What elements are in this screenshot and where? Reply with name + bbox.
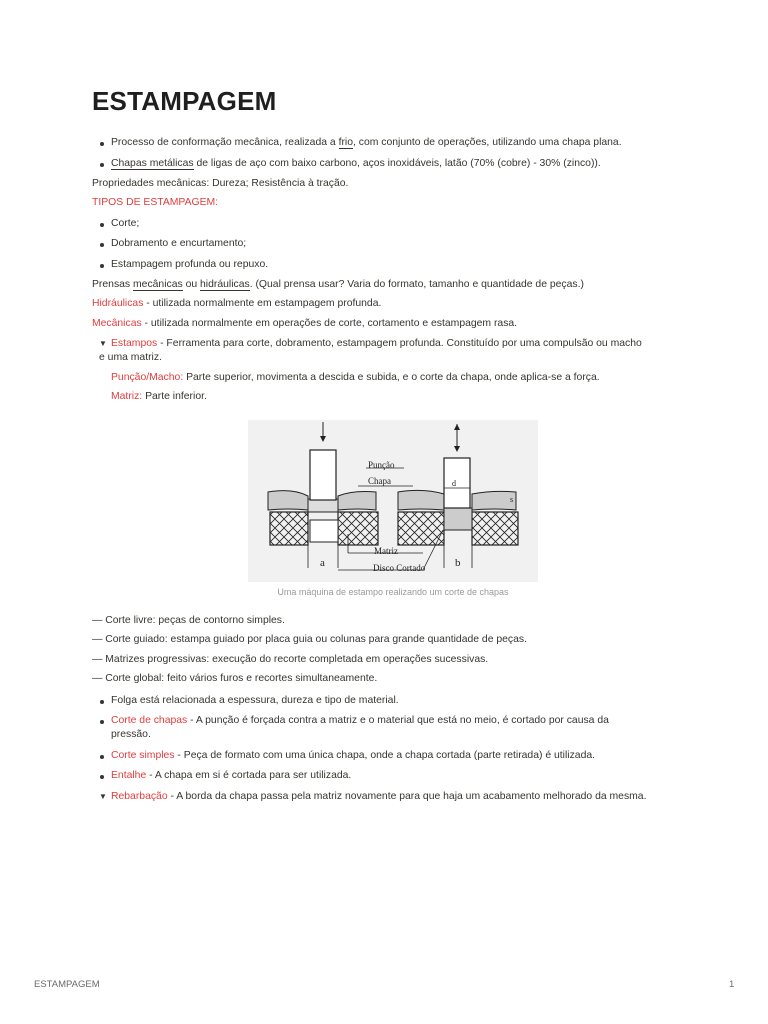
corte-line: — Matrizes progressivas: execução do recorte completada em operações sucessivas. <box>92 654 489 665</box>
propriedades-text: Propriedades mecânicas: Dureza; Resistência à tração. <box>92 178 349 189</box>
hidraulicas-text <box>92 297 381 311</box>
bullet-dot <box>100 755 104 759</box>
text: - utilizada normalmente em estampagem profunda. <box>143 298 382 309</box>
bullet-dot <box>100 163 104 167</box>
corte-line: — Corte global: feito vários furos e recortes simultaneamente. <box>92 673 378 684</box>
term: Rebarbação <box>111 791 168 802</box>
text: ou <box>182 279 201 290</box>
label-d: d <box>452 479 456 488</box>
stamping-diagram <box>248 420 538 582</box>
label-disco: Disco Cortado <box>373 563 426 573</box>
term: Punção/Macho: <box>111 372 184 383</box>
tipo-item: Estampagem profunda ou repuxo. <box>111 259 269 270</box>
corte-line: — Corte livre: peças de contorno simples. <box>92 615 285 626</box>
mecanicas-text <box>92 317 517 331</box>
prensas-text <box>92 278 584 292</box>
text: Parte superior, movimenta a descida e subida, e o corte da chapa, onde aplica-se a força. <box>183 372 600 383</box>
label-matriz: Matriz <box>374 546 398 556</box>
text: - utilizada normalmente em operações de corte, cortamento e estampagem rasa. <box>141 318 518 329</box>
toggle-triangle-icon[interactable]: ▼ <box>99 792 107 801</box>
toggle-triangle-icon[interactable]: ▼ <box>99 339 107 348</box>
term: Matriz: <box>111 391 143 402</box>
term: Hidráulicas <box>92 298 144 309</box>
estampos-text <box>111 337 642 351</box>
text: - A chapa em si é cortada para ser utilizada. <box>146 770 352 781</box>
tipo-item: Corte; <box>111 218 140 229</box>
link-mecanicas[interactable]: mecânicas <box>133 279 183 290</box>
bullet-dot <box>100 223 104 227</box>
link-hidraulicas[interactable]: hidráulicas <box>200 279 250 290</box>
term: Corte de chapas <box>111 715 188 726</box>
corte-simples-item <box>111 749 595 763</box>
text: de ligas de aço com baixo carbono, aços inoxidáveis, latão (70% (cobre) - 30% (zinco)). <box>193 158 601 169</box>
link-frio[interactable]: frio <box>338 137 353 148</box>
label-s: s <box>510 495 514 504</box>
label-a: a <box>320 557 325 569</box>
tipos-heading: TIPOS DE ESTAMPAGEM: <box>92 197 219 208</box>
text: . (Qual prensa usar? Varia do formato, tamanho e quantidade de peças.) <box>249 279 584 290</box>
text: Prensas <box>92 279 134 290</box>
footer-title: ESTAMPAGEM <box>34 979 100 990</box>
corte-line: — Corte guiado: estampa guiado por placa guia ou colunas para grande quantidade de peças. <box>92 634 527 645</box>
figure-caption: Uma máquina de estampo realizando um corte de chapas <box>277 587 509 597</box>
bullet-dot <box>100 720 104 724</box>
term: Mecânicas <box>92 318 142 329</box>
footer-page-number: 1 <box>729 979 735 990</box>
rebarbacao-item <box>111 790 646 804</box>
matriz-text <box>111 390 207 404</box>
text: - A punção é forçada contra a matriz e o material que está no meio, é cortado por causa da <box>187 715 609 726</box>
text: - Peça de formato com uma única chapa, onde a chapa cortada (parte retirada) é utilizada. <box>174 750 596 761</box>
term: Estampos <box>111 338 158 349</box>
label-b: b <box>455 557 461 569</box>
bullet-dot <box>100 243 104 247</box>
corte-chapas-item <box>111 714 609 728</box>
text: , com conjunto de operações, utilizando uma chapa plana. <box>353 137 622 148</box>
bullet-dot <box>100 264 104 268</box>
bullet-dot <box>100 700 104 704</box>
estampos-text-cont: e uma matriz. <box>99 352 162 363</box>
puncao-text <box>111 371 600 385</box>
intro-bullet-1 <box>111 136 622 150</box>
text: - A borda da chapa passa pela matriz novamente para que haja um acabamento melhorado da mesma. <box>167 791 647 802</box>
label-chapa: Chapa <box>368 476 391 486</box>
label-puncao: Punção <box>368 460 395 470</box>
link-chapas-metalicas[interactable]: Chapas metálicas <box>111 158 194 169</box>
text: Processo de conformação mecânica, realizada a <box>111 137 339 148</box>
term: Entalhe <box>111 770 147 781</box>
text: Parte inferior. <box>142 391 207 402</box>
folga-item: Folga está relacionada a espessura, dureza e tipo de material. <box>111 695 399 706</box>
intro-bullet-2 <box>111 157 601 171</box>
tipo-item: Dobramento e encurtamento; <box>111 238 247 249</box>
text: - Ferramenta para corte, dobramento, estampagem profunda. Constituído por uma compulsão ou macho <box>157 338 642 349</box>
bullet-dot <box>100 775 104 779</box>
term: Corte simples <box>111 750 175 761</box>
bullet-dot <box>100 142 104 146</box>
page-title: ESTAMPAGEM <box>92 86 277 116</box>
corte-chapas-cont: pressão. <box>111 729 151 740</box>
entalhe-item <box>111 769 351 783</box>
